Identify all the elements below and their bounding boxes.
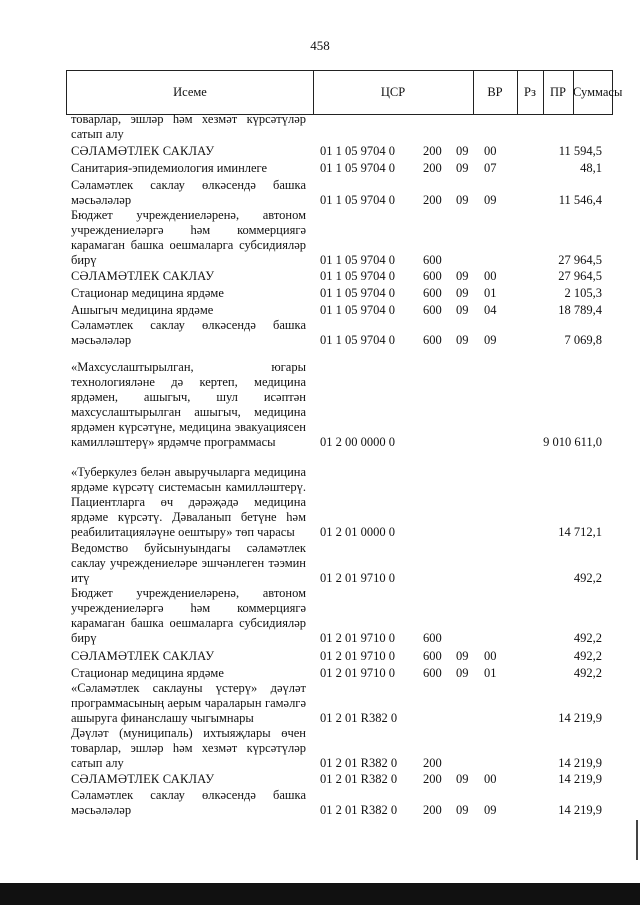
row-name: СӘЛАМӘТЛЕК САКЛАУ: [71, 772, 215, 786]
row-csr: 01 2 01 9710 0: [320, 631, 395, 645]
row-rz: 09: [456, 161, 469, 175]
row-csr: 01 2 01 R382 0: [320, 756, 398, 770]
row-name: Бюджет учреждениеләренә, автоном учреждениеләргә һәм коммерциягә карамаган башка оешмаларга субсидияләр бирү: [71, 586, 306, 645]
row-name: Стационар медицина ярдәме: [71, 286, 224, 300]
row-pr: 07: [484, 161, 497, 175]
table-row: [0, 178, 640, 208]
row-name: Санитария-эпидемиология иминлеге: [71, 161, 268, 175]
row-vr: 600: [423, 269, 442, 283]
table-row: [0, 285, 640, 301]
row-name: СӘЛАМӘТЛЕК САКЛАУ: [71, 144, 215, 158]
row-vr: 600: [423, 333, 442, 347]
table-row: [0, 143, 640, 159]
row-rz: 09: [456, 649, 469, 663]
row-vr: 600: [423, 631, 442, 645]
table-row: [0, 541, 640, 586]
row-csr: 01 1 05 9704 0: [320, 286, 395, 300]
header-csr: ЦСР: [313, 71, 474, 114]
row-sum: 2 105,3: [564, 286, 602, 300]
row-sum: 18 789,4: [558, 303, 602, 317]
row-rz: 09: [456, 269, 469, 283]
row-csr: 01 1 05 9704 0: [320, 144, 395, 158]
header-vr: ВР: [473, 71, 518, 114]
row-sum: 492,2: [573, 631, 602, 645]
row-name: Бюджет учреждениеләренә, автоном учреждениеләргә һәм коммерциягә карамаган башка оешмаларга субсидияләр бирү: [71, 208, 306, 267]
row-sum: 14 712,1: [558, 525, 602, 539]
row-vr: 200: [423, 803, 442, 817]
row-vr: 200: [423, 772, 442, 786]
table-row: [0, 347, 640, 450]
row-rz: 09: [456, 303, 469, 317]
row-vr: 600: [423, 286, 442, 300]
row-csr: 01 2 01 R382 0: [320, 772, 398, 786]
row-vr: 200: [423, 756, 442, 770]
row-name: Дәүләт (муниципаль) ихтыяҗлары өчен товарлар, эшләр һәм хезмәт күрсәтүләр сатып алу: [71, 726, 306, 770]
row-pr: 09: [484, 193, 497, 207]
row-rz: 09: [456, 803, 469, 817]
header-name: Исеме: [67, 71, 314, 114]
table-row: [0, 726, 640, 771]
header-pr: ПР: [543, 71, 574, 114]
table-row: [0, 160, 640, 176]
row-vr: 600: [423, 303, 442, 317]
row-csr: 01 1 05 9704 0: [320, 253, 395, 267]
row-csr: 01 2 01 R382 0: [320, 711, 398, 725]
row-sum: 7 069,8: [564, 333, 602, 347]
row-pr: 09: [484, 803, 497, 817]
table-row: [0, 648, 640, 664]
row-sum: 14 219,9: [558, 772, 602, 786]
row-pr: 00: [484, 649, 497, 663]
scan-bottom-bar: [0, 883, 640, 905]
row-sum: 9 010 611,0: [543, 435, 602, 449]
header-sum: Суммасы: [573, 85, 623, 99]
row-name: СӘЛАМӘТЛЕК САКЛАУ: [71, 269, 215, 283]
row-sum: 14 219,9: [558, 756, 602, 770]
row-sum: 492,2: [573, 649, 602, 663]
table-row: [0, 208, 640, 268]
row-rz: 09: [456, 772, 469, 786]
row-name: товарлар, эшләр һәм хезмәт күрсәтүләр сатып алу: [71, 112, 306, 141]
table-row: [0, 789, 640, 818]
row-csr: 01 2 01 9710 0: [320, 666, 395, 680]
table-row: [0, 665, 640, 681]
row-rz: 09: [456, 333, 469, 347]
row-rz: 09: [456, 286, 469, 300]
row-name: «Махсуслаштырылган, югары технологияләне дә кертеп, медицина ярдәмен, ашыгыч, шул исәптән махсуслаштырылган ашыгыч, медицина ярдәмен күрсәтүне, медицина эвакуациясен камилләштерү» ярдәмче программасы: [71, 360, 306, 449]
table-header: [66, 70, 623, 115]
row-csr: 01 1 05 9704 0: [320, 269, 395, 283]
row-sum: 48,1: [580, 161, 602, 175]
row-pr: 01: [484, 666, 497, 680]
row-csr: 01 1 05 9704 0: [320, 303, 395, 317]
row-sum: 14 219,9: [558, 803, 602, 817]
row-csr: 01 2 01 9710 0: [320, 571, 395, 585]
row-rz: 09: [456, 193, 469, 207]
table-row: [0, 771, 640, 787]
row-name: СӘЛАМӘТЛЕК САКЛАУ: [71, 649, 215, 663]
row-sum: 27 964,5: [558, 253, 602, 267]
row-rz: 09: [456, 144, 469, 158]
row-csr: 01 2 01 R382 0: [320, 803, 398, 817]
row-csr: 01 2 01 9710 0: [320, 649, 395, 663]
row-vr: 600: [423, 649, 442, 663]
row-csr: 01 1 05 9704 0: [320, 161, 395, 175]
row-sum: 14 219,9: [558, 711, 602, 725]
row-csr: 01 1 05 9704 0: [320, 333, 395, 347]
row-name: «Туберкулез белән авыручыларга медицина ярдәме күрсәтү системасын камилләштерү. Пациентларга өч дәрәҗәдә медицина ярдәме күрсәтү. Дәваланып бетүне һәм реабилитацияләүне оештыру» төп чарасы: [71, 465, 306, 539]
row-csr: 01 2 01 0000 0: [320, 525, 395, 539]
row-sum: 492,2: [573, 666, 602, 680]
row-vr: 200: [423, 161, 442, 175]
row-name: Сәламәтлек саклау өлкәсендә башка мәсьәләләр: [71, 788, 306, 817]
row-vr: 600: [423, 253, 442, 267]
row-sum: 11 594,5: [558, 144, 602, 158]
row-sum: 492,2: [573, 571, 602, 585]
row-vr: 200: [423, 193, 442, 207]
row-pr: 04: [484, 303, 497, 317]
row-csr: 01 1 05 9704 0: [320, 193, 395, 207]
row-pr: 01: [484, 286, 497, 300]
row-sum: 27 964,5: [558, 269, 602, 283]
row-name: Сәламәтлек саклау өлкәсендә башка мәсьәләләр: [71, 318, 306, 347]
table-row: [0, 451, 640, 540]
table-row: [0, 302, 640, 318]
table-row: [0, 268, 640, 284]
table-row: [0, 586, 640, 646]
row-name: «Сәламәтлек саклауны үстерү» дәүләт программасының аерым чараларын гамәлгә ашыруга финанслашу чыгымнары: [71, 681, 306, 725]
row-sum: 11 546,4: [558, 193, 602, 207]
table-row: [0, 320, 640, 348]
row-name: Стационар медицина ярдәме: [71, 666, 224, 680]
row-name: Ашыгыч медицина ярдәме: [71, 303, 214, 317]
page-number: 458: [310, 38, 330, 53]
row-pr: 00: [484, 269, 497, 283]
row-pr: 00: [484, 772, 497, 786]
row-pr: 09: [484, 333, 497, 347]
row-pr: 00: [484, 144, 497, 158]
row-csr: 01 2 00 0000 0: [320, 435, 395, 449]
row-name: Ведомство буйсынуындагы сәламәтлек саклау учреждениеләре эшчәнлеген тәэмин итү: [71, 541, 306, 585]
row-rz: 09: [456, 666, 469, 680]
header-rz: Рз: [517, 71, 544, 114]
scan-edge-mark: [636, 820, 638, 860]
row-vr: 200: [423, 144, 442, 158]
table-row: [0, 112, 640, 142]
row-name: Сәламәтлек саклау өлкәсендә башка мәсьәләләр: [71, 178, 306, 207]
table-row: [0, 682, 640, 726]
row-vr: 600: [423, 666, 442, 680]
